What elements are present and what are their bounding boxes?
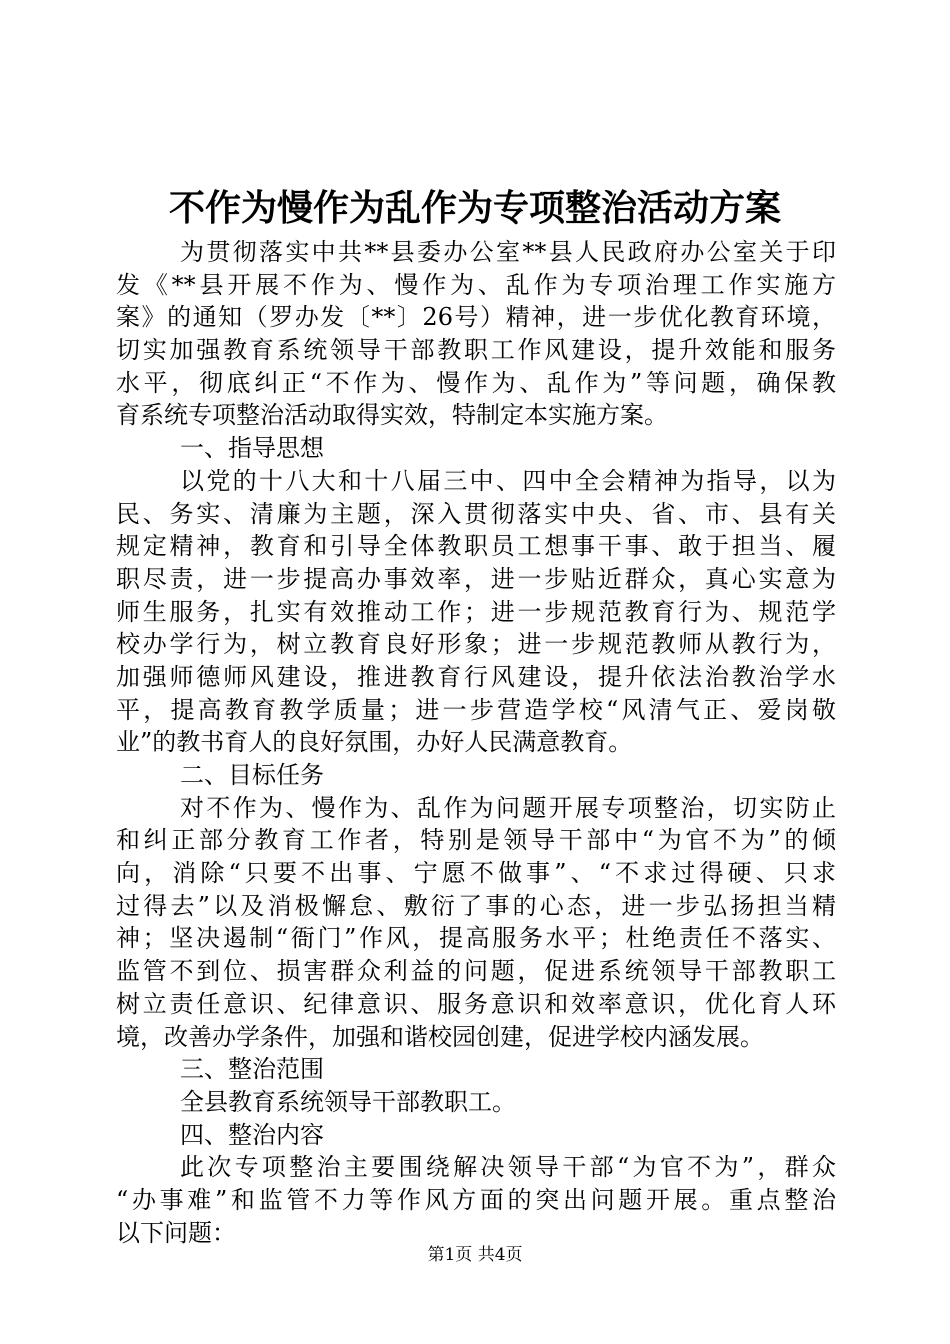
paragraph-line: 案》的通知（罗办发〔**〕26号）精神，进一步优化教育环境， xyxy=(116,303,836,332)
paragraph-line: 校办学行为，树立教育良好形象；进一步规范教师从教行为， xyxy=(116,630,836,659)
paragraph-line: 此次专项整治主要围绕解决领导干部“为官不为”，群众 xyxy=(180,1153,836,1182)
document-title: 不作为慢作为乱作为专项整治活动方案 xyxy=(168,187,781,229)
paragraph-line: 以下问题： xyxy=(116,1218,236,1247)
paragraph-line: 以党的十八大和十八届三中、四中全会精神为指导，以为 xyxy=(180,466,836,495)
paragraph-line: 切实加强教育系统领导干部教职工作风建设，提升效能和服务 xyxy=(116,336,836,365)
paragraph-line: 神；坚决遏制“衙门”作风，提高服务水平；杜绝责任不落实、 xyxy=(116,924,836,953)
section-heading: 三、整治范围 xyxy=(180,1055,324,1084)
paragraph-line: 加强师德师风建设，推进教育行风建设，提升依法治教治学水 xyxy=(116,662,836,691)
section-heading: 二、目标任务 xyxy=(180,761,324,789)
paragraph-line: 境，改善办学条件，加强和谐校园创建，促进学校内涵发展。 xyxy=(116,1022,764,1051)
paragraph-line: 职尽责，进一步提高办事效率，进一步贴近群众，真心实意为 xyxy=(116,564,836,593)
paragraph-line: 师生服务，扎实有效推动工作；进一步规范教育行为、规范学 xyxy=(116,597,836,626)
section-heading: 四、整治内容 xyxy=(180,1120,324,1149)
paragraph-line: 监管不到位、损害群众利益的问题，促进系统领导干部教职工 xyxy=(116,957,836,986)
paragraph-line: 水平，彻底纠正“不作为、慢作为、乱作为”等问题，确保教 xyxy=(116,368,836,397)
paragraph-line: 业”的教书育人的良好氛围，办好人民满意教育。 xyxy=(116,728,633,757)
paragraph-line: 和纠正部分教育工作者，特别是领导干部中“为官不为”的倾 xyxy=(116,826,836,855)
paragraph-line: 对不作为、慢作为、乱作为问题开展专项整治，切实防止 xyxy=(180,793,836,822)
paragraph-line: 树立责任意识、纪律意识、服务意识和效率意识，优化育人环 xyxy=(116,989,836,1018)
paragraph-line: 规定精神，教育和引导全体教职员工想事干事、敢于担当、履 xyxy=(116,532,836,561)
paragraph-line: 民、务实、清廉为主题，深入贯彻落实中央、省、市、县有关 xyxy=(116,499,836,528)
paragraph-line: 过得去”以及消极懈怠、敷衍了事的心态，进一步弘扬担当精 xyxy=(116,891,836,920)
paragraph-line: 全县教育系统领导干部教职工。 xyxy=(180,1087,516,1116)
document-body xyxy=(116,236,836,1249)
section-heading: 一、指导思想 xyxy=(180,434,324,463)
paragraph-line: 育系统专项整治活动取得实效，特制定本实施方案。 xyxy=(116,401,668,430)
paragraph-line: 为贯彻落实中共**县委办公室**县人民政府办公室关于印 xyxy=(180,238,836,266)
paragraph-line: 平，提高教育教学质量；进一步营造学校“风清气正、爱岗敬 xyxy=(116,695,836,724)
paragraph-line: 向，消除“只要不出事、宁愿不做事”、“不求过得硬、只求 xyxy=(116,859,836,888)
paragraph-line: “办事难”和监管不力等作风方面的突出问题开展。重点整治 xyxy=(116,1185,836,1214)
paragraph-line: 发《**县开展不作为、慢作为、乱作为专项治理工作实施方 xyxy=(116,270,836,299)
page-number: 第1页 共4页 xyxy=(427,1245,523,1265)
